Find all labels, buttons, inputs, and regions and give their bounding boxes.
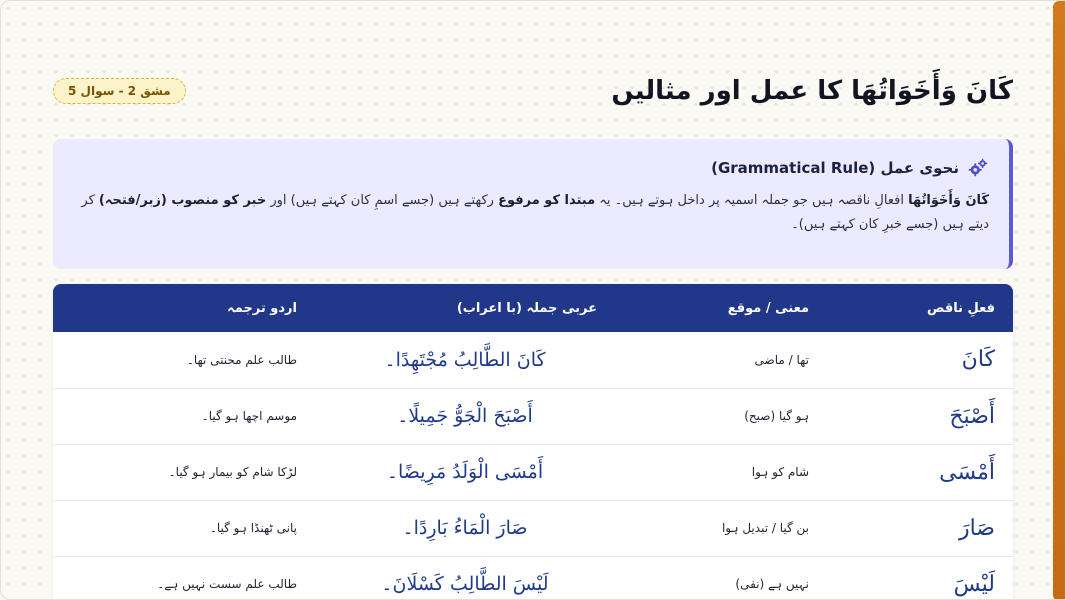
rule-text-segment: رکھتے ہیں (جسے اسمِ کان کہتے ہیں) اور <box>266 193 499 208</box>
urdu-translation-cell: طالب علم سست نہیں ہے۔ <box>53 556 315 600</box>
arabic-sentence-cell: أَمْسَى الْوَلَدُ مَرِيضًا۔ <box>315 444 615 500</box>
urdu-translation-cell: طالب علم محنتی تھا۔ <box>53 332 315 388</box>
header-arabic: عربی جملہ (با اعراب) <box>315 284 615 332</box>
table-row <box>53 444 1013 500</box>
rule-emphasis-mubtada: مبتدا کو مرفوع <box>498 193 596 208</box>
table-header-row <box>53 284 1013 332</box>
rule-title: نحوی عمل (Grammatical Rule) <box>711 159 959 177</box>
meaning-cell: نہیں ہے (نفی) <box>615 556 827 600</box>
urdu-translation-cell: پانی ٹھنڈا ہو گیا۔ <box>53 500 315 556</box>
verb-cell: أَصْبَحَ <box>827 388 1013 444</box>
rule-term: كَانَ وَأَخَوَاتُهَا <box>908 193 989 208</box>
verb-cell: كَانَ <box>827 332 1013 388</box>
examples-table <box>53 284 1013 600</box>
meaning-cell: تھا / ماضی <box>615 332 827 388</box>
rule-text-segment: کر دیتے ہیں (جسے خبرِ کان کہتے ہیں)۔ <box>81 193 989 232</box>
table-row <box>53 332 1013 388</box>
gears-icon <box>967 157 989 179</box>
header-meaning: معنی / موقع <box>615 284 827 332</box>
page-title: كَانَ وَأَخَوَاتُهَا کا عمل اور مثالیں <box>611 76 1013 106</box>
grammar-rule-box <box>53 139 1013 269</box>
table-row <box>53 500 1013 556</box>
meaning-cell: شام کو ہوا <box>615 444 827 500</box>
meaning-cell: بن گیا / تبدیل ہوا <box>615 500 827 556</box>
meaning-cell: ہو گیا (صبح) <box>615 388 827 444</box>
arabic-sentence-cell: كَانَ الطَّالِبُ مُجْتَهِدًا۔ <box>315 332 615 388</box>
accent-bar <box>1053 1 1065 600</box>
urdu-translation-cell: موسم اچھا ہو گیا۔ <box>53 388 315 444</box>
rule-description <box>73 189 989 237</box>
verb-cell: صَارَ <box>827 500 1013 556</box>
table-row <box>53 388 1013 444</box>
rule-text-segment: افعالِ ناقصہ ہیں جو جملہ اسمیہ پر داخل ہوتے ہیں۔ یہ <box>595 193 909 208</box>
urdu-translation-cell: لڑکا شام کو بیمار ہو گیا۔ <box>53 444 315 500</box>
rule-emphasis-khabar: خبر کو منصوب (زبر/فتحہ) <box>98 193 267 208</box>
verb-cell: لَيْسَ <box>827 556 1013 600</box>
header-verb: فعلِ ناقص <box>827 284 1013 332</box>
verb-cell: أَمْسَى <box>827 444 1013 500</box>
header <box>53 63 1013 119</box>
header-urdu: اردو ترجمہ <box>53 284 315 332</box>
arabic-sentence-cell: لَيْسَ الطَّالِبُ كَسْلَانَ۔ <box>315 556 615 600</box>
arabic-sentence-cell: أَصْبَحَ الْجَوُّ جَمِيلًا۔ <box>315 388 615 444</box>
arabic-sentence-cell: صَارَ الْمَاءُ بَارِدًا۔ <box>315 500 615 556</box>
exercise-badge: مشق 2 - سوال 5 <box>53 78 186 104</box>
table-row <box>53 556 1013 600</box>
rule-heading <box>73 157 989 179</box>
